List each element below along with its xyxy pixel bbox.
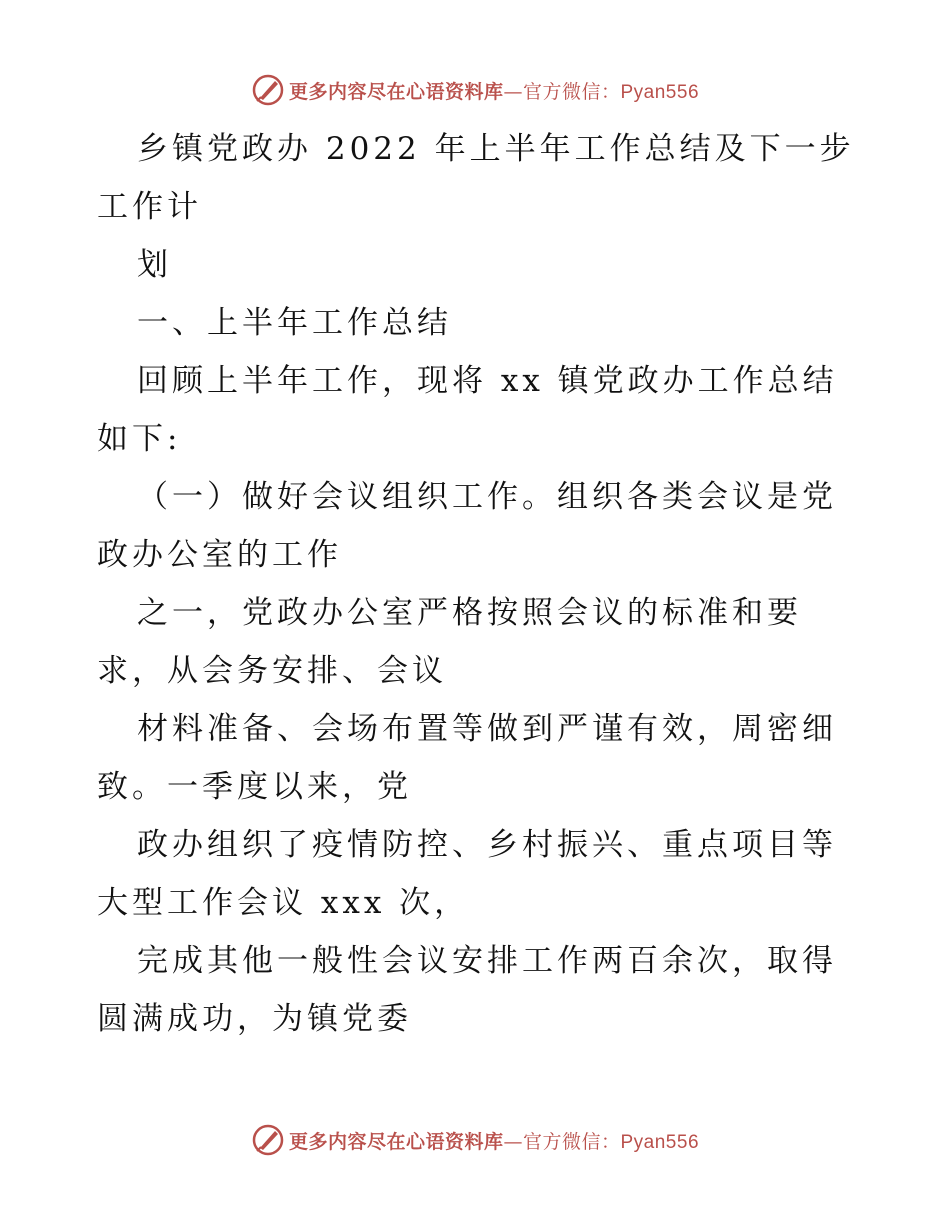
paragraph-item-1-cont-3: 政办组织了疫情防控、乡村振兴、重点项目等大型工作会议 xxx 次， xyxy=(97,827,837,921)
banner-dash: — xyxy=(503,1130,523,1153)
banner-text xyxy=(289,1127,699,1154)
section-heading: 一、上半年工作总结 xyxy=(137,305,452,341)
banner-text xyxy=(289,77,699,104)
paragraph-item-1: （一）做好会议组织工作。组织各类会议是党政办公室的工作 xyxy=(97,479,837,573)
paragraph-title-line-2: 划 xyxy=(137,247,172,283)
paragraph-item-1-cont-4: 完成其他一般性会议安排工作两百余次，取得圆满成功，为镇党委 xyxy=(97,943,837,1037)
paragraph-title-line-1: 乡镇党政办 2022 年上半年工作总结及下一步工作计 xyxy=(97,131,855,225)
quill-pen-logo-icon xyxy=(251,73,285,107)
document-body xyxy=(97,120,857,1048)
footer-watermark-banner xyxy=(0,1120,950,1160)
paragraph-intro: 回顾上半年工作，现将 xx 镇党政办工作总结如下: xyxy=(97,363,838,457)
banner-sub-text: 官方微信： xyxy=(522,80,621,103)
paragraph-item-1-cont-1: 之一，党政办公室严格按照会议的标准和要求，从会务安排、会议 xyxy=(97,595,802,689)
banner-wechat-id: Pyan556 xyxy=(620,1131,700,1153)
banner-wechat-id: Pyan556 xyxy=(620,81,700,103)
header-watermark-banner xyxy=(0,70,950,110)
banner-main-text: 更多内容尽在心语资料库 xyxy=(288,80,504,103)
banner-sub-text: 官方微信： xyxy=(522,1130,621,1153)
banner-dash: — xyxy=(503,80,523,103)
paragraph-item-1-cont-2: 材料准备、会场布置等做到严谨有效，周密细致。一季度以来，党 xyxy=(97,711,837,805)
quill-pen-logo-icon xyxy=(251,1123,285,1157)
banner-main-text: 更多内容尽在心语资料库 xyxy=(288,1130,504,1153)
